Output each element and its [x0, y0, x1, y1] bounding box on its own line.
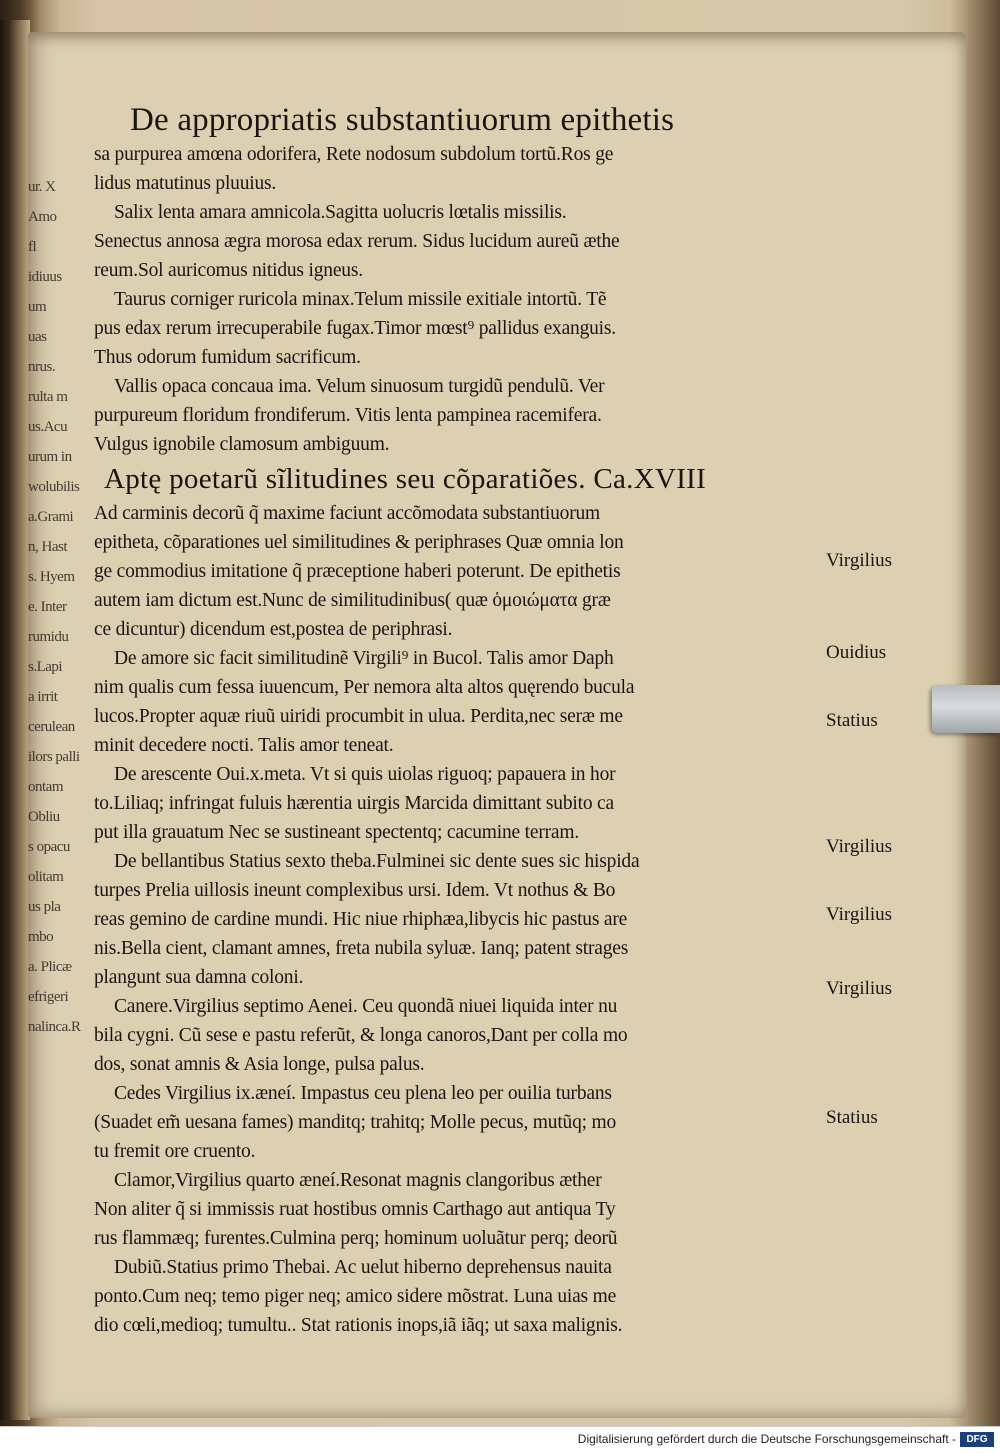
gutter-fragment: s opacu — [28, 839, 70, 855]
gutter-fragment: ontam — [28, 779, 63, 795]
gutter-fragment: n, Hast — [28, 539, 67, 555]
text-line: Salix lenta amara amnicola.Sagitta uolucris lœtalis missilis. — [114, 202, 567, 223]
text-line: reum.Sol auricomus nitidus igneus. — [94, 260, 363, 281]
gutter-fragment: um — [28, 299, 47, 315]
text-line: Vallis opaca concaua ima. Velum sinuosum turgidũ pendulũ. Ver — [114, 376, 605, 397]
text-line: reas gemino de cardine mundi. Hic niue rhiphæa,libycis hic pastus are — [94, 909, 628, 930]
margin-note: Virgilius — [826, 836, 893, 857]
margin-note: Ouidius — [826, 642, 887, 663]
text-line: Vulgus ignobile clamosum ambiguum. — [94, 434, 390, 455]
text-line: put illa grauatum Nec se sustineant spectentq; cacumine terram. — [94, 822, 580, 843]
gutter-fragment: s.Lapi — [28, 659, 63, 675]
gutter-fragment: ur. X — [28, 179, 56, 195]
gutter-fragment: a.Grami — [28, 509, 74, 525]
chapter-heading: Aptę poetarũ sĩlitudines seu cõparatiões. Ca.XVIII — [104, 463, 707, 495]
text-line: ge commodius imitatione q̃ præceptione haberi poterunt. De epithetis — [94, 561, 621, 582]
text-line: Dubiũ.Statius primo Thebai. Ac uelut hiberno deprehensus nauita — [114, 1257, 612, 1278]
page-heading: De appropriatis substantiuorum epithetis — [130, 102, 675, 138]
text-line: autem iam dictum est.Nunc de similitudinibus( quæ ὁμοιώματα græ — [94, 590, 611, 611]
text-line: nim qualis cum fessa iuuencum, Per nemora alta altos quęrendo bucula — [94, 677, 635, 698]
text-line: Taurus corniger ruricola minax.Telum missile exitiale intortũ. Tẽ — [114, 289, 607, 310]
text-line: to.Liliaq; infringat fuluis hærentia uirgis Marcida dimittant subito ca — [94, 793, 614, 814]
footer-bar — [0, 1426, 1000, 1453]
gutter-fragment: a. Plicæ — [28, 959, 72, 975]
left-page-edge — [0, 20, 30, 1420]
margin-note: Virgilius — [826, 978, 893, 999]
text-line: Ad carminis decorũ q̃ maxime faciunt accõmodata substantiuorum — [94, 503, 601, 524]
text-line: ce dicuntur) dicendum est,postea de periphrasi. — [94, 619, 453, 640]
text-line: lidus matutinus pluuius. — [94, 173, 277, 194]
text-line: dos, sonat amnis & Asia longe, pulsa palus. — [94, 1054, 425, 1075]
text-line: Thus odorum fumidum sacrificum. — [94, 347, 361, 368]
text-line: rus flammæq; furentes.Culmina perq; hominum uoluãtur perq; deorũ — [94, 1228, 618, 1249]
footer-text: Digitalisierung gefördert durch die Deutsche Forschungsgemeinschaft - — [577, 1432, 956, 1446]
gutter-text — [28, 172, 81, 1272]
gutter-fragment: rumidu — [28, 629, 69, 645]
gutter-fragment: efrigeri — [28, 989, 69, 1005]
text-line: De bellantibus Statius sexto theba.Fulminei sic dente sues sic hispida — [114, 851, 640, 872]
gutter-fragment: e. Inter — [28, 599, 67, 615]
dfg-logo: DFG — [960, 1432, 994, 1447]
text-line: (Suadet em̃ uesana fames) manditq; trahitq; Molle pecus, mutũq; mo — [94, 1112, 617, 1133]
text-line: purpureum floridum frondiferum. Vitis lenta pampinea racemifera. — [94, 405, 602, 426]
text-line: sa purpurea amœna odorifera, Rete nodosum subdolum tortũ.Ros ge — [94, 144, 614, 165]
text-line: Canere.Virgilius septimo Aenei. Ceu quondã niuei liquida inter nu — [114, 996, 618, 1017]
margin-note: Virgilius — [826, 550, 893, 571]
text-line: De amore sic facit similitudinẽ Virgili⁹ in Bucol. Talis amor Daph — [114, 648, 614, 669]
similitude-lines — [94, 499, 814, 1340]
text-line: pus edax rerum irrecuperabile fugax.Timor mœst⁹ pallidus exanguis. — [94, 318, 616, 339]
text-line: turpes Prelia uillosis ineunt complexibus ursi. Idem. Vt nothus & Bo — [94, 880, 616, 901]
gutter-fragment: rulta m — [28, 389, 68, 405]
margin-note: Statius — [826, 710, 878, 731]
text-line: minit decedere nocti. Talis amor teneat. — [94, 735, 394, 756]
gutter-fragment: Obliu — [28, 809, 60, 825]
gutter-fragment: us.Acu — [28, 419, 68, 435]
gutter-fragment: wolubilis — [28, 479, 80, 495]
gutter-fragment: mbo — [28, 929, 54, 945]
text-line: bila cygni. Cũ sese e pastu referũt, & longa canoros,Dant per colla mo — [94, 1025, 628, 1046]
text-line: Senectus annosa ægra morosa edax rerum. Sidus lucidum aureũ æthe — [94, 231, 620, 252]
gutter-fragment: fl — [28, 239, 37, 255]
gutter-fragment: nalinca.R — [28, 1019, 81, 1035]
gutter-fragment: urum in — [28, 449, 72, 465]
text-line: De arescente Oui.x.meta. Vt si quis uiolas riguoq; papauera in hor — [114, 764, 616, 785]
text-line: epitheta, cõparationes uel similitudines & periphrases Quæ omnia lon — [94, 532, 624, 553]
gutter-fragment: cerulean — [28, 719, 75, 735]
gutter-fragment: Amo — [28, 209, 57, 225]
gutter-fragment: s. Hyem — [28, 569, 75, 585]
text-line: Cedes Virgilius ix.æneí. Impastus ceu plena leo per ouilia turbans — [114, 1083, 612, 1104]
text-line: nis.Bella cient, clamant amnes, freta nubila syluæ. Ianq; patent strages — [94, 938, 629, 959]
margin-note: Virgilius — [826, 904, 893, 925]
page-marker-tab — [932, 685, 1000, 733]
text-line: lucos.Propter aquæ riuũ uiridi procumbit in ulua. Perdita,nec seræ me — [94, 706, 623, 727]
text-line: plangunt sua damna coloni. — [94, 967, 304, 988]
text-line: Non aliter q̃ si immissis ruat hostibus omnis Carthago aut antiqua Ty — [94, 1199, 616, 1220]
margin-note: Statius — [826, 1107, 878, 1128]
gutter-fragment: ilors palli — [28, 749, 80, 765]
text-block — [94, 100, 814, 1340]
text-line: tu fremit ore cruento. — [94, 1141, 256, 1162]
text-line: dio cœli,medioq; tumultu.. Stat rationis inops,iã iãq; ut saxa malignis. — [94, 1315, 623, 1336]
text-line: ponto.Cum neq; temo piger neq; amico sidere mõstrat. Luna uias me — [94, 1286, 617, 1307]
epithet-lines — [94, 140, 814, 459]
gutter-fragment: a irrit — [28, 689, 58, 705]
gutter-fragment: idiuus — [28, 269, 62, 285]
gutter-fragment: us pla — [28, 899, 61, 915]
gutter-fragment: uas — [28, 329, 47, 345]
gutter-fragment: olitam — [28, 869, 64, 885]
gutter-fragment: nrus. — [28, 359, 56, 375]
text-line: Clamor,Virgilius quarto æneí.Resonat magnis clangoribus æther — [114, 1170, 602, 1191]
